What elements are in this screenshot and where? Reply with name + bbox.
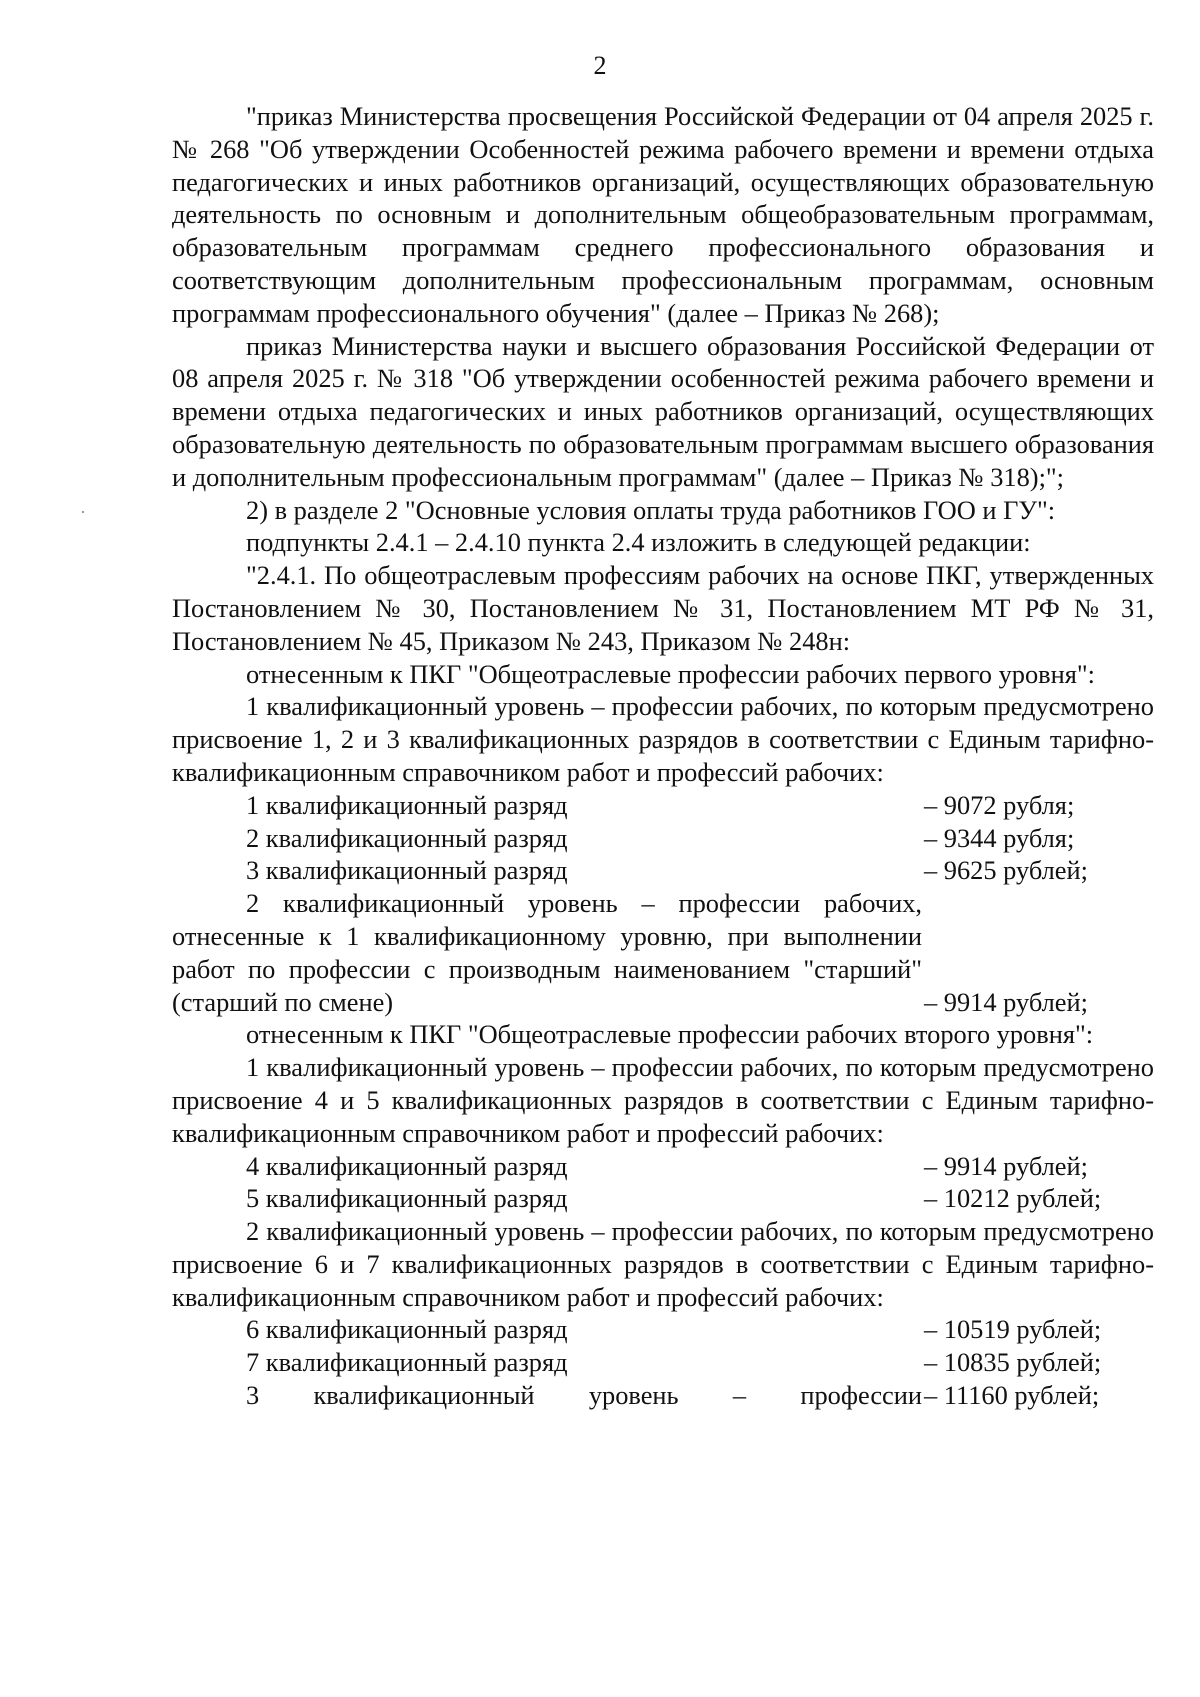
scan-speck bbox=[82, 511, 84, 513]
rate-value: – 9344 рубля; bbox=[924, 822, 1075, 853]
rate-label: 7 квалификационный разряд bbox=[246, 1347, 568, 1378]
document-body bbox=[172, 100, 1154, 1412]
rate-row-level-2 bbox=[172, 887, 1154, 1018]
rate-value: – 9072 рубля; bbox=[924, 789, 1075, 820]
rate-value: – 10212 рублей; bbox=[924, 1183, 1102, 1214]
rate-row-level-3 bbox=[172, 1379, 1154, 1412]
rate-value: – 11160 рублей; bbox=[924, 1380, 1100, 1411]
rate-value: – 9914 рублей; bbox=[924, 1150, 1088, 1181]
rate-value: – 10519 рублей; bbox=[924, 1314, 1102, 1345]
rate-row bbox=[172, 822, 1154, 855]
rate-row bbox=[172, 789, 1154, 822]
page-number: 2 bbox=[593, 51, 607, 80]
paragraph-level-1-first-group: 1 квалификационный уровень – профессии рабочих, по которым предусмотрено присвоение 1, 2 и 3 квалификационных разрядов в соответствии с Единым тарифно-квалификационным справочником работ и профессий рабочих: bbox=[172, 691, 1154, 787]
rate-row bbox=[172, 1346, 1154, 1379]
rate-label: 5 квалификационный разряд bbox=[246, 1183, 568, 1214]
rate-label: 3 квалификационный разряд bbox=[246, 855, 568, 886]
rate-label: 6 квалификационный разряд bbox=[246, 1314, 568, 1345]
rate-label: 1 квалификационный разряд bbox=[246, 789, 568, 820]
paragraph-order-268: "приказ Министерства просвещения Российской Федерации от 04 апреля 2025 г. № 268 "Об утверждении Особенностей режима рабочего времени и времени отдыха педагогических и иных работников организаций, осуществляющих образовательную деятельность по основным и дополнительным общеобразовательным программам, образовательным программам среднего профессионального образования и соответствующим дополнительным профессиональным программам, основным программам профессионального обучения" (далее – Приказ № 268); bbox=[172, 101, 1154, 328]
rate-label: 2 квалификационный уровень – профессии рабочих, отнесенные к 1 квалификационному уровню, при выполнении работ по профессии с производным наименованием "старший" (старший по смене) bbox=[172, 888, 922, 1017]
paragraph-2-4-1: "2.4.1. По общеотраслевым профессиям рабочих на основе ПКГ, утвержденных Постановлением № 30, Постановлением № 31, Постановлением МТ РФ № 31, Постановлением № 45, Приказом № 243, Приказом № 248н: bbox=[172, 560, 1154, 656]
rate-row bbox=[172, 854, 1154, 887]
rate-label: 4 квалификационный разряд bbox=[246, 1150, 568, 1181]
rate-row bbox=[172, 1313, 1154, 1346]
rate-value: – 9914 рублей; bbox=[924, 986, 1088, 1017]
rate-row bbox=[172, 1182, 1154, 1215]
paragraph-pkg-second-level: отнесенным к ПКГ "Общеотраслевые профессии рабочих второго уровня": bbox=[246, 1019, 1094, 1050]
paragraph-pkg-first-level: отнесенным к ПКГ "Общеотраслевые профессии рабочих первого уровня": bbox=[246, 658, 1096, 689]
paragraph-order-318: приказ Министерства науки и высшего образования Российской Федерации от 08 апреля 2025 г. № 318 "Об утверждении особенностей режима рабочего времени и времени отдыха педагогических и иных работников организаций, осуществляющих образовательную деятельность по образовательным программам высшего образования и дополнительным профессиональным программам" (далее – Приказ № 318);"; bbox=[172, 330, 1154, 492]
paragraph-level-2-second-group: 2 квалификационный уровень – профессии рабочих, по которым предусмотрено присвоение 6 и 7 квалификационных разрядов в соответствии с Единым тарифно-квалификационным справочником работ и профессий рабочих: bbox=[172, 1216, 1154, 1312]
paragraph-level-1-second-group: 1 квалификационный уровень – профессии рабочих, по которым предусмотрено присвоение 4 и 5 квалификационных разрядов в соответствии с Единым тарифно-квалификационным справочником работ и профессий рабочих: bbox=[172, 1052, 1154, 1148]
rate-value: – 10835 рублей; bbox=[924, 1347, 1102, 1378]
rate-row bbox=[172, 1150, 1154, 1183]
rate-value: – 9625 рублей; bbox=[924, 855, 1088, 886]
rate-label: 3 квалификационный уровень – профессии bbox=[246, 1380, 922, 1411]
paragraph-section-2: 2) в разделе 2 "Основные условия оплаты труда работников ГОО и ГУ": bbox=[246, 494, 1056, 525]
paragraph-subitems: подпункты 2.4.1 – 2.4.10 пункта 2.4 изложить в следующей редакции: bbox=[246, 527, 1031, 558]
rate-label: 2 квалификационный разряд bbox=[246, 822, 568, 853]
